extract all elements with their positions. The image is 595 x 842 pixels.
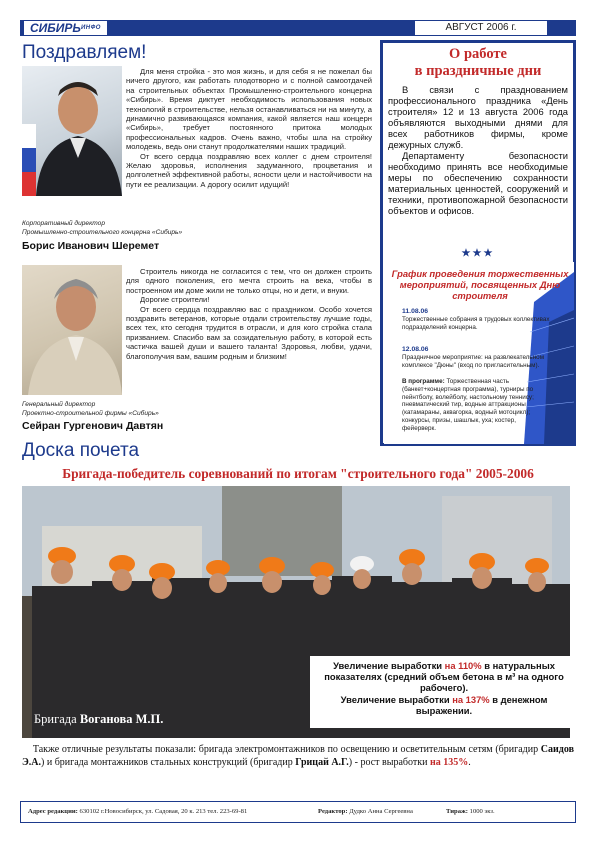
letter-davtyan: Строитель никогда не согласится с тем, что он должен строить для одного поколения, его мечта строить на века, чтобы в построенном им доме жили не только отцы, но и дети, и внуки. Дорогие строители! От всего сердца поздравляю вас с праздником. Особо хочется поздравить ветеранов, которые отдали строительству лучшие годы, всех тех, кто сегодня трудится в отрасли, и для кого стройка стала призванием. Спасибо вам за созидательную работу, в которой есть частичка вашей души и вашего таланта! Здоровья, любви, удачи, благополучия вам, вашим родным и близким! (126, 267, 372, 361)
brigade-name: Бригада Воганова М.П. (34, 712, 164, 726)
signature-company: Промышленно-строительного концерна «Сибирь» (22, 229, 183, 236)
signature-role: Корпоративный директор (22, 220, 106, 227)
results-caption: Увеличение выработки на 110% в натуральных показателях (средний объем бетона в м³ на одного рабочего). Увеличение выработки на 137% в денежном выражении. (324, 660, 564, 716)
signature-company: Проектно-строительной фирмы «Сибирь» (22, 410, 159, 417)
schedule-item: 12.08.06 Праздничное мероприятие: на развлекательном комплексе "Дюны" (вход по пригласительным). (402, 346, 545, 369)
signature-name: Борис Иванович Шеремет (22, 240, 160, 252)
portrait-photo-davtyan (22, 265, 122, 395)
section-title-congrats: Поздравляем! (22, 42, 147, 63)
holiday-notice-text: В связи с празднованием профессионального праздника «День строителя» 12 и 13 августа 2006 года объявляются выходными днями для всех работников фирмы, кроме дежурных служб. Департаменту безопасности необходимо принять все необходимые меры по обеспечению сохранности материальных ценностей, сооружений и техники, противопожарной безопасности объектов и офисов. (388, 84, 568, 216)
signature-role: Генеральный директор (22, 401, 96, 408)
holiday-notice-title: О работе в праздничные дни (414, 46, 542, 79)
also-results-text: Также отличные результаты показали: бригада электромонтажников по освещению и осветительным сетям (бригадир Саидов Э.А.) и бригада монтажников стальных конструкций (бригадир Грицай А.Г.) - рост выработки на 135%. (22, 744, 574, 768)
editorial-address: Адрес редакции: 630102 г.Новосибирск, ул. Садовая, 20 к. 213 тел. 223-69-81 (28, 808, 248, 815)
issue-date: АВГУСТ 2006 г. (415, 21, 547, 35)
editor-name: Редактор: Дудко Анна Сергеевна (318, 808, 413, 815)
brigade-title: Бригада-победитель соревнований по итогам "строительного года" 2005-2006 (62, 466, 534, 481)
signature-name: Сейран Гургенович Давтян (22, 420, 164, 432)
schedule-program: В программе: Торжественная часть (банкет+концертная программа), турниры по пейнтболу, волейболу, настольному теннису; пневматический тир, водные аттракционы (катамараны, аквагорка, водный мотоцикл); конкурсы, призы, шашлык, уха; костер, фейерверк. (402, 378, 534, 432)
section-title-honor: Доска почета (22, 440, 140, 461)
newspaper-logo: $СИБИРЬ^{ИНФО}$ (24, 21, 107, 35)
portrait-photo-sheremet (22, 66, 122, 196)
circulation: Тираж: 1000 экз. (446, 808, 495, 815)
schedule-title: График проведения торжественных мероприятий, посвященных Дню строителя (391, 268, 569, 301)
letter-sheremet: Для меня стройка - это моя жизнь, и для себя я не пожелал бы ничего другого, как работать плодотворно и с полной самоотдачей на строительных объектах Промышленно-строительного концерна «Сибирь». Время диктует необходимость использования новых технологий в строительстве, нельзя останавливаться ни на минуту, а динамично развивающаяся компания, какой является наш концерн «Сибирь», требует постоянного притока молодых профессиональных кадров. Очень важно, чтобы шла на стройку молодежь, ведь они станут продолжателями наших традиций. От всего сердца поздравляю всех коллег с днем строителя! Желаю здоровья, исполнения задуманного, процветания и долголетней эффективной работы, ясности цели и настойчивости на пути ее реализации. А дорогу осилит идущий! (126, 67, 372, 189)
stars-divider: ★★★ (461, 248, 495, 259)
schedule-item: 11.08.06 Торжественные собрания в трудовых коллективах подразделений концерна. (402, 308, 550, 331)
